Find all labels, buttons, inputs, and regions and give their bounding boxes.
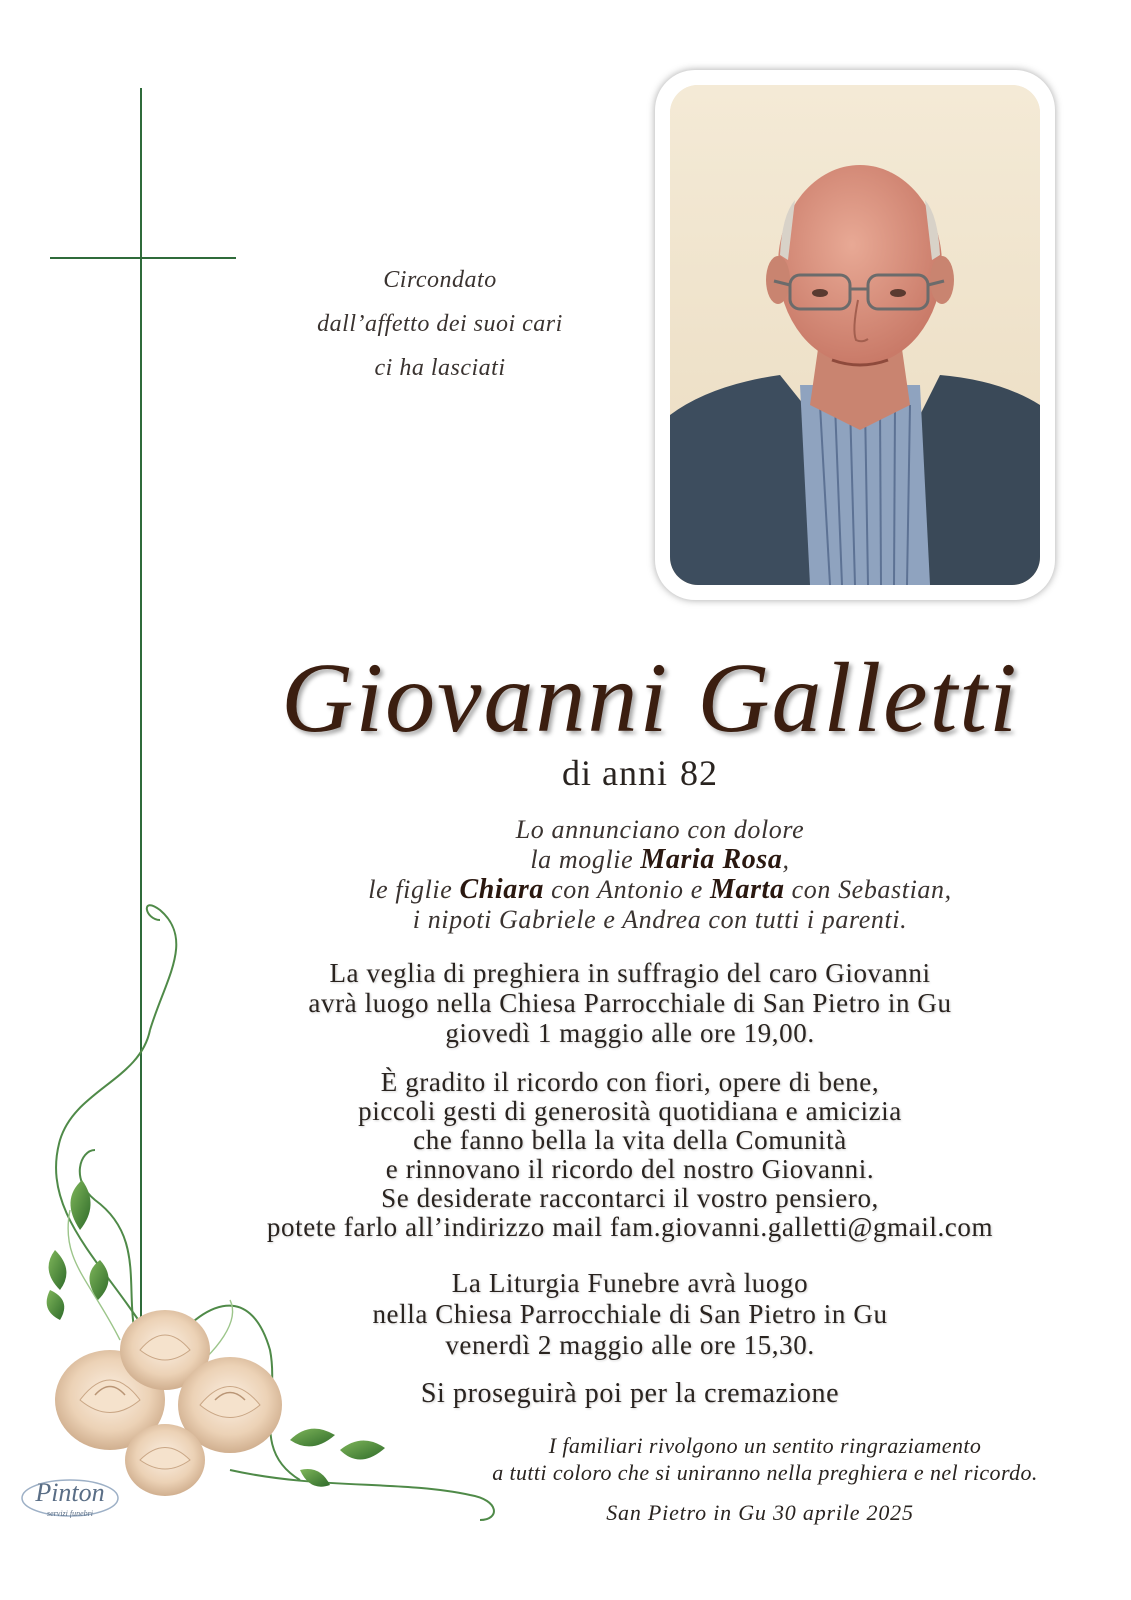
remembrance-line: e rinnovano il ricordo del nostro Giovanni. — [385, 1154, 875, 1184]
cross-horizontal-bar — [50, 257, 236, 259]
text-fragment: la moglie — [530, 845, 641, 874]
deceased-name — [190, 640, 1110, 755]
daughter-name: Chiara — [459, 874, 545, 905]
cremation-line: Si proseguirà poi per la cremazione — [420, 1378, 840, 1409]
age-line — [440, 752, 840, 794]
text-fragment: le figlie — [368, 875, 460, 904]
funeral-line: venerdì 2 maggio alle ore 15,30. — [445, 1330, 815, 1360]
remembrance-line: È gradito il ricordo con fiori, opere di bene, — [380, 1067, 880, 1097]
text-fragment: con Sebastian, — [784, 875, 952, 904]
thanks-line: a tutti coloro che si uniranno nella preghiera e nel ricordo. — [492, 1460, 1038, 1485]
first-name: Giovanni — [281, 642, 670, 753]
age-value: 82 — [679, 753, 718, 793]
text-fragment: con Antonio e — [544, 875, 710, 904]
portrait-frame — [655, 70, 1055, 600]
text-fragment: , — [782, 845, 790, 874]
announce-line: i nipoti Gabriele e Andrea con tutti i parenti. — [412, 905, 908, 934]
funeral-line: La Liturgia Funebre avrà luogo — [451, 1268, 809, 1298]
intro-line: ci ha lasciati — [374, 355, 506, 381]
vigil-line: avrà luogo nella Chiesa Parrocchiale di San Pietro in Gu — [308, 988, 952, 1018]
remembrance-line: che fanno bella la vita della Comunità — [413, 1125, 847, 1155]
remembrance-email-line: potete farlo all’indirizzo mail fam.giovanni.galletti@gmail.com — [266, 1212, 994, 1242]
announce-line: Lo annunciano con dolore — [515, 815, 805, 844]
logo-name: Pinton — [35, 1478, 105, 1507]
thanks-line: I familiari rivolgono un sentito ringraziamento — [548, 1433, 982, 1458]
funeral-home-logo — [18, 1472, 122, 1532]
vigil-line: giovedì 1 maggio alle ore 19,00. — [445, 1018, 815, 1048]
portrait-photo — [670, 85, 1040, 585]
place-and-date: San Pietro in Gu 30 aprile 2025 — [606, 1500, 914, 1525]
age-prefix: di anni — [562, 753, 668, 793]
announce-line-wife — [260, 845, 1060, 875]
last-name: Galletti — [697, 642, 1019, 753]
wife-name: Maria Rosa — [640, 844, 783, 875]
intro-line: dall’affetto dei suoi cari — [317, 311, 563, 337]
intro-line: Circondato — [383, 267, 497, 293]
daughter-name: Marta — [709, 874, 785, 905]
portrait-illustration — [670, 85, 1040, 585]
rose-cluster — [55, 1310, 282, 1496]
remembrance-line: Se desiderate raccontarci il vostro pensiero, — [381, 1183, 879, 1213]
remembrance-line: piccoli gesti di generosità quotidiana e amicizia — [358, 1096, 902, 1126]
intro-text — [280, 258, 600, 390]
funeral-line: nella Chiesa Parrocchiale di San Pietro in Gu — [372, 1299, 888, 1329]
logo-subtitle: servizi funebri — [47, 1509, 93, 1518]
vigil-line: La veglia di preghiera in suffragio del caro Giovanni — [329, 958, 931, 988]
